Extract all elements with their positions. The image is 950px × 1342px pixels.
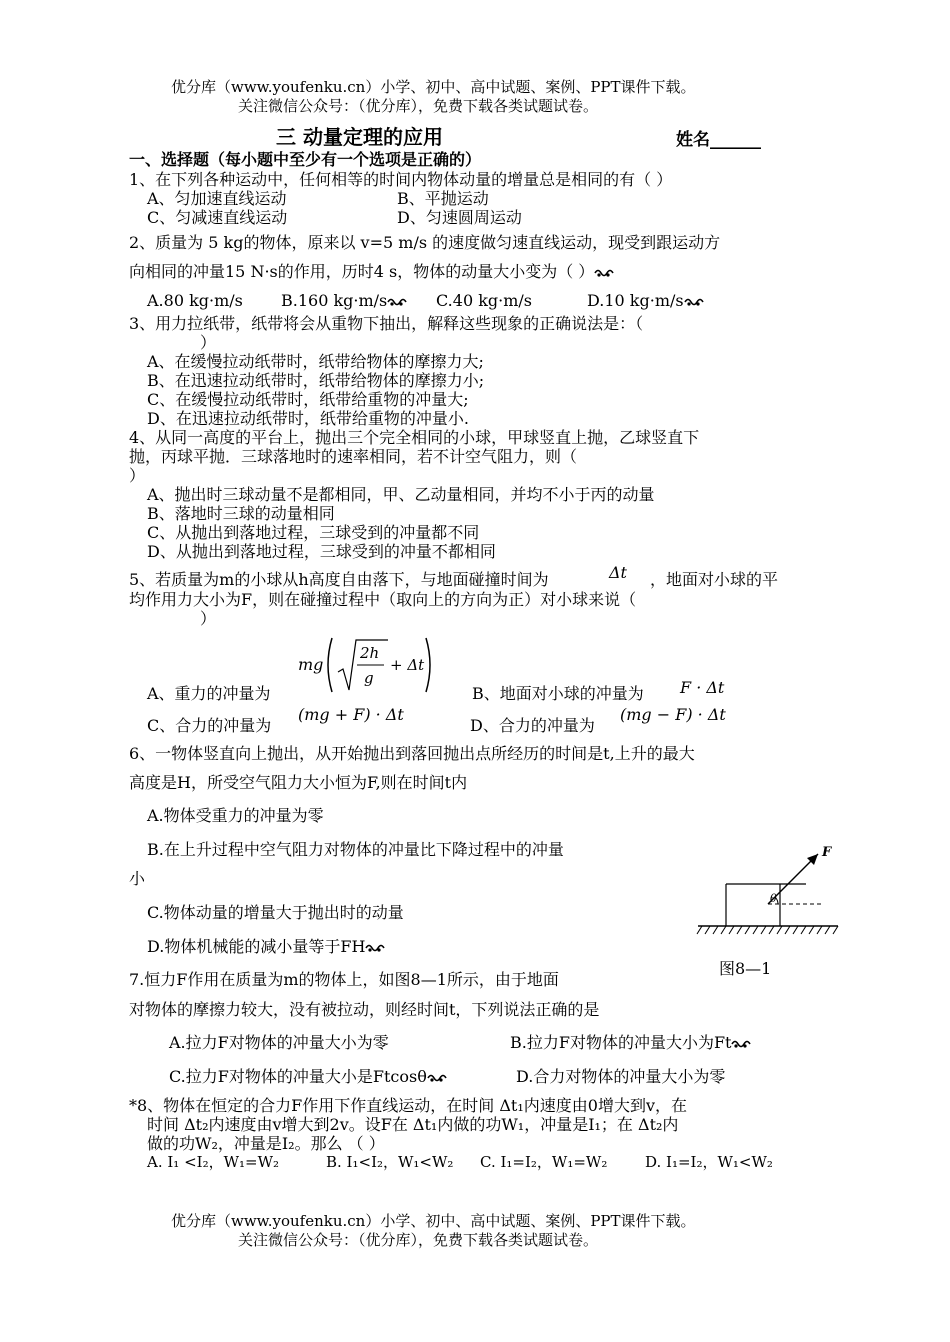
q8-option-d: D. I₁=I₂，W₁<W₂ <box>645 1153 773 1171</box>
q1-option-d: D、匀速圆周运动 <box>397 208 522 227</box>
page-title: 三 动量定理的应用 <box>276 125 443 149</box>
q6-option-c: C.物体动量的增量大于抛出时的动量 <box>147 903 404 922</box>
q5-option-a: A、重力的冲量为 <box>147 684 271 703</box>
q7-option-b <box>510 1033 751 1052</box>
q1-option-c: C、匀减速直线运动 <box>147 208 288 227</box>
header-line-1: 优分库（www.youfenku.cn）小学、初中、高中试题、案例、PPT课件下载。 <box>171 78 696 96</box>
q7-stem-1: 7.恒力F作用在质量为m的物体上，如图8—1所示，由于地面 <box>129 970 559 989</box>
squiggle-icon <box>365 942 385 954</box>
squiggle-icon <box>731 1038 751 1050</box>
q3-option-d: D、在迅速拉动纸带时，纸带给重物的冲量小. <box>147 409 469 428</box>
q6-option-a: A.物体受重力的冲量为零 <box>147 806 324 825</box>
q4-stem-3: ） <box>129 466 146 485</box>
q2-stem-2 <box>129 262 614 281</box>
q4-option-d: D、从抛出到落地过程，三球受到的冲量不都相同 <box>147 542 496 561</box>
q2-option-b <box>281 291 407 310</box>
q5-formula-c: (mg + F) · Δt <box>298 705 404 724</box>
force-label: F <box>822 845 832 860</box>
q6-option-b-line-2: 小 <box>129 869 146 888</box>
q5-option-d: D、合力的冲量为 <box>470 716 595 735</box>
q5-stem-1b: ，地面对小球的平 <box>650 570 779 589</box>
q6-stem-2: 高度是H，所受空气阻力大小恒为F,则在时间t内 <box>129 773 468 792</box>
q6-option-d-text: D.物体机械能的减小量等于FH <box>147 937 366 956</box>
squiggle-icon <box>684 296 704 308</box>
q3-stem-2: ） <box>200 333 217 352</box>
squiggle-icon <box>594 267 614 279</box>
q8-stem-1: *8、物体在恒定的合力F作用下作直线运动，在时间 Δt₁内速度由0增大到v，在 <box>129 1096 687 1115</box>
q4-stem-2: 抛，丙球平抛．三球落地时的速率相同，若不计空气阻力，则（ <box>129 447 578 466</box>
q5-option-c: C、合力的冲量为 <box>147 716 272 735</box>
q7-option-b-text: B.拉力F对物体的冲量大小为Ft <box>510 1033 732 1052</box>
q3-option-b: B、在迅速拉动纸带时，纸带给物体的摩擦力小; <box>147 371 485 390</box>
q6-stem-1: 6、一物体竖直向上抛出，从开始抛出到落回抛出点所经历的时间是t,上升的最大 <box>129 744 695 763</box>
angle-label: θ <box>770 892 777 905</box>
q7-option-d: D.合力对物体的冲量大小为零 <box>516 1067 726 1086</box>
q6-option-d <box>147 937 385 956</box>
q2-option-d-text: D.10 kg·m/s <box>587 291 684 310</box>
right-paren <box>426 638 430 692</box>
q2-option-b-text: B.160 kg·m/s <box>281 291 388 310</box>
q7-option-a: A.拉力F对物体的冲量大小为零 <box>169 1033 389 1052</box>
q5-delta-t: Δt <box>609 563 627 582</box>
q7-option-c <box>169 1067 447 1086</box>
q4-option-c: C、从抛出到落地过程，三球受到的冲量都不同 <box>147 523 480 542</box>
q3-option-c: C、在缓慢拉动纸带时，纸带给重物的冲量大; <box>147 390 469 409</box>
q5-option-b: B、地面对小球的冲量为 <box>472 684 644 703</box>
left-paren <box>328 638 332 692</box>
footer-line-1: 优分库（www.youfenku.cn）小学、初中、高中试题、案例、PPT课件下载。 <box>171 1212 696 1230</box>
squiggle-icon <box>387 296 407 308</box>
q1-option-b: B、平抛运动 <box>397 189 489 208</box>
ground-hatch <box>697 926 838 934</box>
q2-stem-2-text: 向相同的冲量15 N·s的作用，历时4 s，物体的动量大小变为（ ） <box>129 262 595 281</box>
q1-stem: 1、在下列各种运动中，任何相等的时间内物体动量的增量总是相同的有（ ） <box>129 170 673 189</box>
formula-plus-dt: + Δt <box>390 656 425 674</box>
q8-option-c: C. I₁=I₂，W₁=W₂ <box>480 1153 608 1171</box>
q2-option-a: A.80 kg·m/s <box>147 291 243 310</box>
q1-option-a: A、匀加速直线运动 <box>147 189 287 208</box>
q6-option-b-line-1: B.在上升过程中空气阻力对物体的冲量比下降过程中的冲量 <box>147 840 564 859</box>
figure-caption: 图8—1 <box>719 959 772 978</box>
footer-line-2: 关注微信公众号：（优分库），免费下载各类试题试卷。 <box>238 1231 599 1249</box>
q4-option-a: A、抛出时三球动量不是都相同，甲、乙动量相同，并均不小于丙的动量 <box>147 485 655 504</box>
q8-option-b: B. I₁<I₂，W₁<W₂ <box>326 1153 454 1171</box>
formula-mg: mg <box>298 655 324 674</box>
q2-stem-1: 2、质量为 5 kg的物体，原来以 v=5 m/s 的速度做匀速直线运动，现受到跟运动方 <box>129 233 721 252</box>
q8-stem-3: 做的功W₂，冲量是I₂。那么 （ ） <box>147 1134 385 1153</box>
q8-stem-2: 时间 Δt₂内速度由v增大到2v。设F在 Δt₁内做的功W₁，冲量是I₁；在 Δt₂内 <box>147 1115 679 1134</box>
q4-stem-1: 4、从同一高度的平台上，抛出三个完全相同的小球，甲球竖直上抛，乙球竖直下 <box>129 428 700 447</box>
name-field-label: 姓名______ <box>676 130 761 150</box>
formula-2h: 2h <box>360 644 380 662</box>
q7-stem-2: 对物体的摩擦力较大，没有被拉动，则经时间t，下列说法正确的是 <box>129 1000 600 1019</box>
formula-g: g <box>364 669 374 687</box>
q5-formula-d: (mg − F) · Δt <box>620 705 726 724</box>
section-heading: 一、选择题（每小题中至少有一个选项是正确的） <box>129 150 482 169</box>
q5-stem-2: 均作用力大小为F，则在碰撞过程中（取向上的方向为正）对小球来说（ <box>129 590 637 609</box>
q5-formula-a <box>296 630 440 700</box>
q2-option-d <box>587 291 704 310</box>
header-line-2: 关注微信公众号：（优分库），免费下载各类试题试卷。 <box>238 97 599 115</box>
squiggle-icon <box>427 1072 447 1084</box>
q5-stem-1: 5、若质量为m的小球从h高度自由落下，与地面碰撞时间为 <box>129 570 549 589</box>
q5-formula-b: F · Δt <box>680 678 725 697</box>
q3-option-a: A、在缓慢拉动纸带时，纸带给物体的摩擦力大; <box>147 352 484 371</box>
q2-option-c: C.40 kg·m/s <box>436 291 532 310</box>
q3-stem-1: 3、用力拉纸带，纸带将会从重物下抽出，解释这些现象的正确说法是：（ <box>129 314 644 333</box>
q8-option-a: A. I₁ <I₂，W₁=W₂ <box>147 1153 280 1171</box>
q4-option-b: B、落地时三球的动量相同 <box>147 504 335 523</box>
q5-stem-3: ） <box>200 609 217 628</box>
figure-8-1 <box>694 838 844 948</box>
q7-option-c-text: C.拉力F对物体的冲量大小是Ftcosθ <box>169 1067 427 1086</box>
